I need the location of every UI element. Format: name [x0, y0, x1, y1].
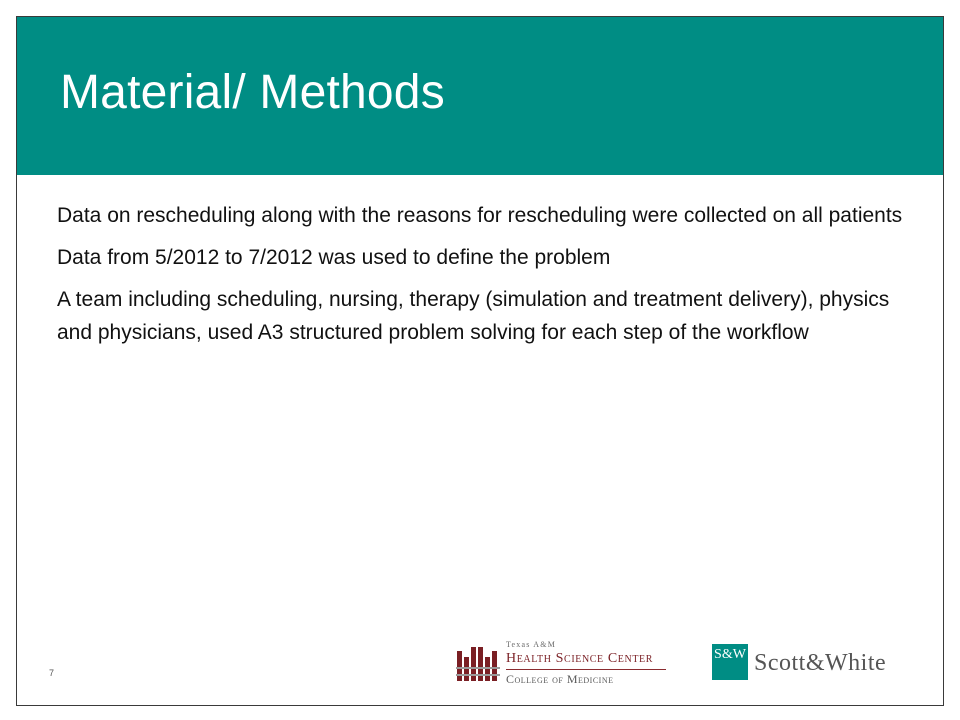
slide-body	[57, 199, 917, 358]
scott-white-logo	[712, 644, 922, 684]
body-paragraph: Data from 5/2012 to 7/2012 was used to define the problem	[57, 246, 611, 269]
body-paragraph: Data on rescheduling along with the reasons for rescheduling were collected on all patients	[57, 204, 903, 227]
page-number: 7	[49, 668, 55, 678]
scott-white-mark-icon: S&W	[712, 644, 748, 680]
tamu-divider	[506, 669, 666, 670]
scott-white-name: Scott&White	[754, 650, 887, 676]
slide-title: Material/ Methods	[60, 66, 445, 119]
slide	[16, 16, 944, 706]
title-banner	[17, 17, 943, 175]
tamu-line2: Health Science Center	[506, 651, 654, 666]
tamu-wordmark	[506, 640, 674, 686]
body-paragraph: A team including scheduling, nursing, therapy (simulation and treatment delivery), physics and physicians, used A3 structured problem solving for each step of the workflow	[57, 288, 890, 344]
tamu-line1: Texas A&M	[506, 640, 557, 649]
tamu-line3: College of Medicine	[506, 672, 614, 686]
tamu-logo	[456, 640, 674, 688]
tamu-building-icon	[456, 645, 500, 683]
